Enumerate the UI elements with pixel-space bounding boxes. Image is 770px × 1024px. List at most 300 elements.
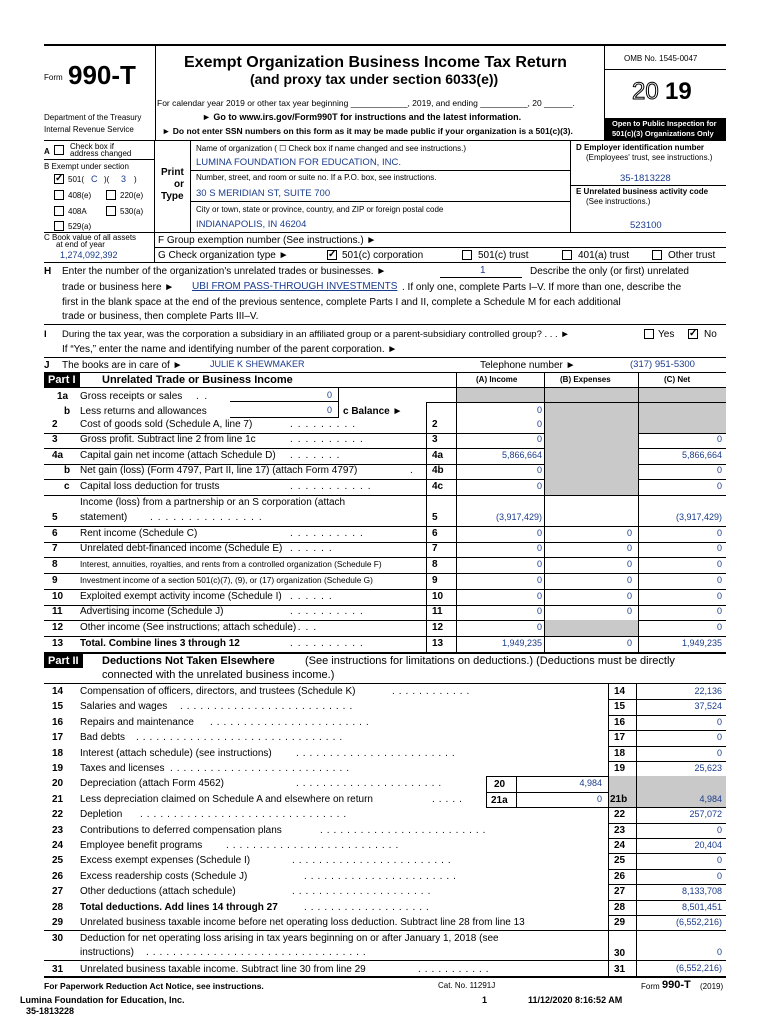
row-rule bbox=[44, 636, 726, 637]
line-box-label: 3 bbox=[432, 434, 438, 445]
line-text: Bad debts bbox=[80, 732, 126, 744]
line-box-label: 29 bbox=[614, 916, 626, 928]
line-text: Repairs and maintenance bbox=[80, 716, 194, 728]
income-amount[interactable]: 0 bbox=[536, 591, 542, 601]
line-31-text: Unrelated business taxable income. Subtract line 30 from line 29 bbox=[80, 964, 366, 975]
line-dots: ............................... bbox=[136, 732, 347, 744]
deduction-amount[interactable]: 0 bbox=[716, 855, 722, 866]
expense-amount[interactable]: 0 bbox=[626, 559, 632, 569]
col-rule bbox=[636, 684, 637, 930]
income-amount[interactable]: 0 bbox=[536, 606, 542, 616]
line-number: 14 bbox=[52, 685, 64, 697]
line-text: Income (loss) from a partnership or an S corporation (attach bbox=[80, 497, 346, 508]
book-value-label-1: C Book value of all assets bbox=[44, 233, 137, 242]
line-text: Excess readership costs (Schedule J) bbox=[80, 870, 248, 882]
cat-number: Cat. No. 11291J bbox=[438, 981, 496, 990]
dept-treasury: Department of the Treasury bbox=[44, 113, 142, 122]
line-1b-number: b bbox=[64, 406, 71, 417]
shaded-cell bbox=[545, 464, 638, 479]
ein-label: D Employer identification number bbox=[576, 143, 705, 152]
org-type-401a-checkbox[interactable] bbox=[562, 250, 572, 260]
deduction-amount[interactable]: 0 bbox=[716, 870, 722, 881]
exempt-529a-label: 529(a) bbox=[68, 222, 92, 231]
line-dots: .......... bbox=[290, 434, 368, 445]
line-number: c bbox=[64, 481, 70, 492]
part2-subtitle-2: connected with the unrelated business income.) bbox=[102, 669, 335, 681]
line-h-row2-prefix: trade or business here ► bbox=[62, 282, 175, 293]
line-box-label: 17 bbox=[614, 732, 626, 744]
line-number: 18 bbox=[52, 747, 64, 759]
line-dots: .......... bbox=[290, 638, 368, 649]
line-number: 20 bbox=[52, 778, 64, 790]
exempt-220e-label: 220(e) bbox=[120, 191, 144, 200]
line-j-text: The books are in care of ► bbox=[62, 360, 183, 371]
org-name-value[interactable]: LUMINA FOUNDATION FOR EDUCATION, INC. bbox=[196, 157, 401, 168]
org-type-other-checkbox[interactable] bbox=[652, 250, 662, 260]
exempt-529a-checkbox[interactable] bbox=[54, 221, 64, 231]
line-box-label: 23 bbox=[614, 824, 626, 836]
footer-form-word: Form bbox=[641, 982, 660, 991]
line-box-label: 13 bbox=[432, 638, 444, 649]
shaded-cell bbox=[545, 479, 638, 495]
shaded-cell bbox=[545, 448, 638, 464]
line-number: 7 bbox=[52, 543, 58, 554]
line-1b-text: Less returns and allowances bbox=[80, 406, 207, 417]
line-box-label: 14 bbox=[614, 685, 626, 697]
org-type-501c-trust-checkbox[interactable] bbox=[462, 250, 472, 260]
deduction-amount[interactable]: 20,404 bbox=[694, 839, 722, 850]
line-number: 11 bbox=[52, 606, 63, 617]
deduction-amount[interactable]: 0 bbox=[716, 824, 722, 835]
exempt-501-mid: )( bbox=[104, 175, 110, 184]
deduction-amount[interactable]: 257,072 bbox=[689, 809, 722, 820]
line-dots: ...................... bbox=[296, 778, 446, 790]
net-amount[interactable]: 0 bbox=[716, 434, 722, 444]
omb-number: OMB No. 1545-0047 bbox=[624, 54, 698, 63]
line-box-label: 11 bbox=[432, 606, 443, 617]
line-text: Excess exempt expenses (Schedule I) bbox=[80, 855, 251, 867]
row-rule bbox=[44, 930, 726, 931]
line-text: Compensation of officers, directors, and trustees (Schedule K) bbox=[80, 685, 356, 697]
exempt-501-checkbox[interactable]: ✓ bbox=[55, 173, 64, 184]
line-box-label: 5 bbox=[432, 512, 438, 523]
shaded-cell bbox=[545, 620, 638, 636]
exempt-501-pre: 501( bbox=[68, 175, 85, 184]
line-dots: ........... bbox=[290, 481, 376, 492]
line-text: Cost of goods sold (Schedule A, line 7) bbox=[80, 419, 253, 430]
net-amount[interactable]: 0 bbox=[716, 575, 722, 585]
line-number: 10 bbox=[52, 591, 64, 602]
net-amount[interactable]: 0 bbox=[716, 606, 722, 616]
deduction-amount[interactable]: 37,524 bbox=[694, 701, 722, 712]
year-bold: 19 bbox=[665, 78, 692, 105]
row-rule bbox=[44, 495, 726, 496]
line-h-business-desc[interactable]: UBI FROM PASS-THROUGH INVESTMENTS bbox=[192, 281, 398, 292]
footer-timestamp: 11/12/2020 8:16:52 AM bbox=[528, 995, 623, 1005]
line-box-label: 8 bbox=[432, 559, 438, 570]
line-dots: .......... bbox=[290, 606, 368, 617]
line-number: 29 bbox=[52, 916, 64, 928]
line-i-text: During the tax year, was the corporation a subsidiary in an affiliated group or a parent-subsidiary controlled group? . . . ► bbox=[62, 329, 570, 340]
line-number: 6 bbox=[52, 528, 58, 539]
line-box-label: 18 bbox=[614, 747, 626, 759]
line-30-text-1: Deduction for net operating loss arising in tax years beginning on or after January 1, 2018 (see bbox=[80, 933, 499, 944]
income-amount[interactable]: 0 bbox=[536, 434, 542, 444]
line-21a-box: 21a bbox=[491, 795, 508, 806]
line-box-label: 4a bbox=[432, 450, 444, 461]
line-1c-amount[interactable]: 0 bbox=[536, 405, 542, 415]
year-outline: 20 bbox=[632, 78, 659, 105]
line-text: Unrelated business taxable income before net operating loss deduction. Subtract line 28 from line 13 bbox=[80, 916, 525, 928]
line-number: 9 bbox=[52, 575, 58, 586]
line-text: Other income (See instructions; attach schedule) bbox=[80, 622, 297, 633]
part1-title: Unrelated Trade or Business Income bbox=[102, 374, 293, 386]
footer-page: 1 bbox=[482, 995, 488, 1005]
line-number: 27 bbox=[52, 886, 64, 898]
deduction-amount[interactable]: 0 bbox=[716, 747, 722, 758]
line-text: Investment income of a section 501(c)(7), (9), or (17) organization (Schedule G) bbox=[80, 575, 373, 585]
dept-irs: Internal Revenue Service bbox=[44, 125, 134, 134]
line-text: Contributions to deferred compensation plans bbox=[80, 824, 282, 836]
line-number: 24 bbox=[52, 839, 64, 851]
row-rule bbox=[44, 526, 726, 527]
line-a-label: A bbox=[44, 147, 50, 156]
line-number: 16 bbox=[52, 716, 64, 728]
line-dots: ................... bbox=[304, 901, 433, 913]
group-exemption-line: F Group exemption number (See instructions.) ► bbox=[158, 235, 377, 246]
deduction-amount[interactable]: 25,623 bbox=[694, 762, 722, 773]
col-rule bbox=[638, 372, 639, 653]
line-dots: .......................... bbox=[226, 839, 403, 851]
subsidiary-no-label: No bbox=[704, 329, 717, 340]
footer-form-year: (2019) bbox=[700, 982, 724, 991]
line-number: 13 bbox=[52, 638, 64, 649]
income-amount[interactable]: 0 bbox=[536, 465, 542, 475]
line-31-dots: ........... bbox=[418, 964, 493, 975]
col-rule bbox=[608, 684, 609, 930]
book-value-amount: 1,274,092,392 bbox=[60, 250, 118, 260]
net-amount[interactable]: 0 bbox=[716, 465, 722, 475]
income-amount[interactable]: 0 bbox=[536, 543, 542, 553]
line-box-label: 2 bbox=[432, 419, 438, 430]
line-dots: ............................... bbox=[140, 809, 351, 821]
line-dots: ............ bbox=[392, 685, 474, 697]
footer-ein: 35-1813228 bbox=[26, 1006, 75, 1016]
line-h-label: H bbox=[44, 266, 52, 277]
line-number: 3 bbox=[52, 434, 58, 445]
row-rule bbox=[44, 557, 726, 558]
line-box-label: 7 bbox=[432, 543, 438, 554]
income-amount[interactable]: 1,949,235 bbox=[501, 638, 542, 648]
line-30-number: 30 bbox=[52, 933, 64, 944]
ein-value[interactable]: 35-1813228 bbox=[620, 173, 671, 184]
line-dots: ...... bbox=[290, 591, 337, 602]
deduction-amount[interactable]: 0 bbox=[716, 716, 722, 727]
line-box-label: 26 bbox=[614, 870, 626, 882]
line-box-label: 9 bbox=[432, 575, 438, 586]
income-amount[interactable]: 5,866,664 bbox=[501, 450, 542, 460]
line-number: 4a bbox=[52, 450, 64, 461]
line-31-amount[interactable]: (6,552,216) bbox=[675, 963, 722, 973]
org-name-label: Name of organization ( ☐ Check box if name changed and see instructions.) bbox=[196, 144, 466, 153]
row-rule bbox=[608, 915, 726, 916]
net-amount[interactable]: 0 bbox=[716, 591, 722, 601]
part2-subtitle: (See instructions for limitations on deductions.) (Deductions must be directly bbox=[305, 655, 675, 667]
street-value[interactable]: 30 S MERIDIAN ST, SUITE 700 bbox=[196, 188, 331, 199]
paperwork-notice: For Paperwork Reduction Act Notice, see instructions. bbox=[44, 981, 264, 991]
line-text: Gross profit. Subtract line 2 from line 1c bbox=[80, 434, 256, 445]
line-20-box: 20 bbox=[494, 779, 506, 790]
line-box-label: 6 bbox=[432, 528, 438, 539]
row-rule bbox=[608, 730, 726, 731]
line-dots: ........................... bbox=[170, 762, 354, 774]
line-box-label: 28 bbox=[614, 901, 626, 913]
exempt-501-number: 3 bbox=[121, 174, 127, 184]
line-20-amount[interactable]: 4,984 bbox=[579, 778, 602, 788]
line-dots: .......................... bbox=[180, 701, 357, 713]
line-dots: .......... bbox=[290, 528, 368, 539]
expense-amount[interactable]: 0 bbox=[626, 591, 632, 601]
line-1a-text: Gross receipts or sales bbox=[80, 391, 183, 402]
line-1a-number: 1a bbox=[57, 391, 69, 402]
col-rule bbox=[426, 402, 427, 653]
row-rule bbox=[608, 838, 726, 839]
net-amount[interactable]: 0 bbox=[716, 559, 722, 569]
part1-col-b: (B) Expenses bbox=[560, 375, 611, 384]
line-text: Capital gain net income (attach Schedule D) bbox=[80, 450, 276, 461]
col-rule bbox=[456, 372, 457, 653]
line-31-number: 31 bbox=[52, 964, 64, 975]
public-inspection-2: 501(c)(3) Organizations Only bbox=[612, 129, 714, 138]
line-dots: ........................ bbox=[292, 855, 455, 867]
subsidiary-no-checkbox[interactable]: ✓ bbox=[689, 328, 698, 339]
subsidiary-yes-label: Yes bbox=[658, 329, 675, 340]
row-rule bbox=[608, 761, 726, 762]
line-number: 8 bbox=[52, 559, 58, 570]
org-type-501c-corp: 501(c) corporation bbox=[342, 250, 424, 261]
net-amount[interactable]: 0 bbox=[716, 622, 722, 632]
line-dots: ......... bbox=[290, 419, 361, 430]
income-amount[interactable]: (3,917,429) bbox=[495, 512, 542, 522]
form-subtitle: (and proxy tax under section 6033(e)) bbox=[250, 71, 499, 87]
row-rule bbox=[608, 869, 726, 870]
exempt-530a-checkbox[interactable] bbox=[106, 206, 116, 216]
net-amount[interactable]: 0 bbox=[716, 543, 722, 553]
line-dots: ........................ bbox=[296, 747, 459, 759]
line-text: Advertising income (Schedule J) bbox=[80, 606, 224, 617]
income-amount[interactable]: 0 bbox=[536, 528, 542, 538]
row-rule bbox=[608, 884, 726, 885]
line-box-label: 25 bbox=[614, 855, 626, 867]
line-number: 19 bbox=[52, 762, 64, 774]
exempt-section-label: B Exempt under section bbox=[44, 162, 129, 171]
line-text: Depletion bbox=[80, 809, 123, 821]
deduction-amount[interactable]: (6,552,216) bbox=[675, 916, 722, 927]
line-dots: ..... bbox=[432, 793, 466, 805]
telephone-label: Telephone number ► bbox=[480, 360, 576, 371]
expense-amount[interactable]: 0 bbox=[626, 638, 632, 648]
net-amount[interactable]: 0 bbox=[716, 481, 722, 491]
line-number: 5 bbox=[52, 512, 58, 523]
line-1b-amount[interactable]: 0 bbox=[326, 405, 332, 415]
line-30-box: 30 bbox=[614, 948, 626, 959]
city-label: City or town, state or province, country, and ZIP or foreign postal code bbox=[196, 205, 444, 214]
line-box-label: 15 bbox=[614, 701, 626, 713]
line-box-label: 4c bbox=[432, 481, 444, 492]
line-text: Other deductions (attach schedule) bbox=[80, 886, 236, 898]
line-i-row2: If “Yes,” enter the name and identifying number of the parent corporation. ► bbox=[62, 344, 398, 355]
line-number: 2 bbox=[52, 419, 58, 430]
row-rule bbox=[608, 699, 726, 700]
activity-code-label: E Unrelated business activity code bbox=[576, 187, 709, 196]
exempt-408e-checkbox[interactable] bbox=[54, 190, 64, 200]
city-value[interactable]: INDIANAPOLIS, IN 46204 bbox=[196, 219, 307, 230]
line-text: Total deductions. Add lines 14 through 27 bbox=[80, 901, 278, 913]
line-text: Taxes and licenses bbox=[80, 762, 165, 774]
shaded-cell bbox=[545, 388, 726, 433]
footer-org-name: Lumina Foundation for Education, Inc. bbox=[20, 995, 185, 1005]
row-rule bbox=[608, 853, 726, 854]
line-dots: ...... bbox=[290, 543, 337, 554]
exempt-408a-checkbox[interactable] bbox=[54, 206, 64, 216]
net-amount[interactable]: (3,917,429) bbox=[675, 512, 722, 522]
deduction-amount[interactable]: 8,133,708 bbox=[681, 886, 722, 897]
net-amount[interactable]: 0 bbox=[716, 528, 722, 538]
line-dots: ........................ bbox=[210, 716, 373, 728]
line-number: 12 bbox=[52, 622, 64, 633]
line-h-count[interactable]: 1 bbox=[480, 265, 486, 276]
row-rule bbox=[486, 807, 726, 808]
org-type-401a: 401(a) trust bbox=[578, 250, 630, 261]
line-dots: ..................... bbox=[292, 886, 435, 898]
line-number: 17 bbox=[52, 732, 64, 744]
expense-amount[interactable]: 0 bbox=[626, 606, 632, 616]
income-amount[interactable]: 0 bbox=[536, 559, 542, 569]
line-box-label: 19 bbox=[614, 762, 626, 774]
deduction-amount[interactable]: 0 bbox=[716, 732, 722, 743]
line-number: 21 bbox=[52, 793, 64, 805]
part2-title: Deductions Not Taken Elsewhere bbox=[102, 655, 275, 667]
part1-col-c: (C) Net bbox=[664, 375, 691, 384]
expense-amount[interactable]: 0 bbox=[626, 528, 632, 538]
line-box-label: 4b bbox=[432, 465, 444, 476]
org-type-line: G Check organization type ► bbox=[158, 250, 289, 261]
income-amount[interactable]: 0 bbox=[536, 481, 542, 491]
line-number: 15 bbox=[52, 701, 64, 713]
address-changed-checkbox[interactable] bbox=[54, 145, 64, 155]
calendar-year-line: For calendar year 2019 or other tax year beginning ____________, 2019, and ending __________, 20 ______. bbox=[157, 98, 575, 108]
line-text: Total. Combine lines 3 through 12 bbox=[80, 638, 240, 649]
line-dots: .... bbox=[290, 622, 322, 633]
line-text: Exploited exempt activity income (Schedule I) bbox=[80, 591, 282, 602]
activity-code-value[interactable]: 523100 bbox=[630, 220, 662, 231]
exempt-408a-label: 408A bbox=[68, 207, 87, 216]
line-number: 25 bbox=[52, 855, 64, 867]
line-text: Rent income (Schedule C) bbox=[80, 528, 198, 539]
deduction-amount[interactable]: 22,136 bbox=[694, 685, 722, 696]
line-box-label: 10 bbox=[432, 591, 444, 602]
address-changed-text-1: Check box if bbox=[70, 142, 115, 151]
line-number: 28 bbox=[52, 901, 64, 913]
print-label: Print bbox=[161, 167, 184, 178]
exempt-408e-label: 408(e) bbox=[68, 191, 92, 200]
form-title: Exempt Organization Business Income Tax Return bbox=[184, 54, 567, 71]
line-box-label: 12 bbox=[432, 622, 444, 633]
row-rule bbox=[608, 715, 726, 716]
income-amount[interactable]: 0 bbox=[536, 575, 542, 585]
or-label: or bbox=[174, 179, 184, 190]
ein-sublabel: (Employees' trust, see instructions.) bbox=[586, 153, 713, 162]
exempt-501-letter: C bbox=[91, 174, 98, 184]
line-h-text: Enter the number of the organization's unrelated trades or businesses. ► bbox=[62, 266, 387, 277]
exempt-530a-label: 530(a) bbox=[120, 207, 144, 216]
goto-instructions: ► Go to www.irs.gov/Form990T for instructions and the latest information. bbox=[202, 112, 522, 122]
line-21a-amount[interactable]: 0 bbox=[596, 794, 602, 804]
line-text: Interest (attach schedule) (see instructions) bbox=[80, 747, 272, 759]
income-amount[interactable]: 0 bbox=[536, 622, 542, 632]
line-h-row2-suffix: . If only one, complete Parts I–V. If more than one, describe the bbox=[402, 282, 682, 293]
net-amount[interactable]: 1,949,235 bbox=[681, 638, 722, 648]
ssn-warning: ► Do not enter SSN numbers on this form as it may be made public if your organization is a 501(c)(3). bbox=[162, 126, 573, 136]
expense-amount[interactable]: 0 bbox=[626, 543, 632, 553]
line-box-label: 16 bbox=[614, 716, 626, 728]
form-label: Form bbox=[44, 73, 63, 82]
line-31-box: 31 bbox=[614, 964, 626, 975]
net-amount[interactable]: 5,866,664 bbox=[681, 450, 722, 460]
part2-tag: Part II bbox=[44, 654, 83, 668]
org-type-501c-trust: 501(c) trust bbox=[478, 250, 529, 261]
income-amount[interactable]: 0 bbox=[536, 419, 542, 429]
line-text: Employee benefit programs bbox=[80, 839, 203, 851]
line-number: 26 bbox=[52, 870, 64, 882]
line-text: Depreciation (attach Form 4562) bbox=[80, 778, 224, 790]
telephone-value[interactable]: (317) 951-5300 bbox=[630, 359, 695, 370]
line-i-label: I bbox=[44, 329, 47, 340]
row-rule bbox=[44, 589, 726, 590]
line-j-label: J bbox=[44, 360, 50, 371]
activity-code-sublabel: (See instructions.) bbox=[586, 197, 651, 206]
part1-tag: Part I bbox=[44, 373, 80, 387]
line-1a-amount[interactable]: 0 bbox=[326, 390, 332, 400]
line-30-text-2: instructions) bbox=[80, 947, 134, 958]
line-text: Salaries and wages bbox=[80, 701, 168, 713]
line-number: b bbox=[64, 465, 71, 476]
row-rule bbox=[608, 823, 726, 824]
type-label: Type bbox=[161, 191, 184, 202]
deduction-amount[interactable]: 4,984 bbox=[699, 793, 722, 804]
col-rule bbox=[544, 372, 545, 653]
row-rule bbox=[44, 573, 726, 574]
line-box-label: 22 bbox=[614, 809, 626, 821]
deduction-amount[interactable]: 8,501,451 bbox=[681, 901, 722, 912]
row-rule bbox=[608, 900, 726, 901]
line-text: Unrelated debt-financed income (Schedule E) bbox=[80, 543, 283, 554]
line-text: Interest, annuities, royalties, and rents from a controlled organization (Schedule F) bbox=[80, 559, 382, 569]
line-text: Net gain (loss) (Form 4797, Part II, line 17) (attach Form 4797) bbox=[80, 465, 358, 476]
line-1c-label: c Balance ► bbox=[343, 406, 403, 417]
expense-amount[interactable]: 0 bbox=[626, 575, 632, 585]
line-h-row3: first in the blank space at the end of the previous sentence, complete Parts I and II, complete a Schedule M for each additional bbox=[62, 297, 621, 308]
address-changed-text-2: address changed bbox=[70, 149, 132, 158]
form-number: 990-T bbox=[68, 60, 136, 90]
books-care-of[interactable]: JULIE K SHEWMAKER bbox=[210, 359, 305, 369]
line-dots: ....................... bbox=[304, 870, 460, 882]
org-type-501c-corp-checkbox[interactable]: ✓ bbox=[328, 249, 337, 260]
footer-form-number: 990-T bbox=[662, 979, 691, 991]
exempt-220e-checkbox[interactable] bbox=[106, 190, 116, 200]
subsidiary-yes-checkbox[interactable] bbox=[644, 329, 654, 339]
line-30-amount[interactable]: 0 bbox=[716, 947, 722, 957]
